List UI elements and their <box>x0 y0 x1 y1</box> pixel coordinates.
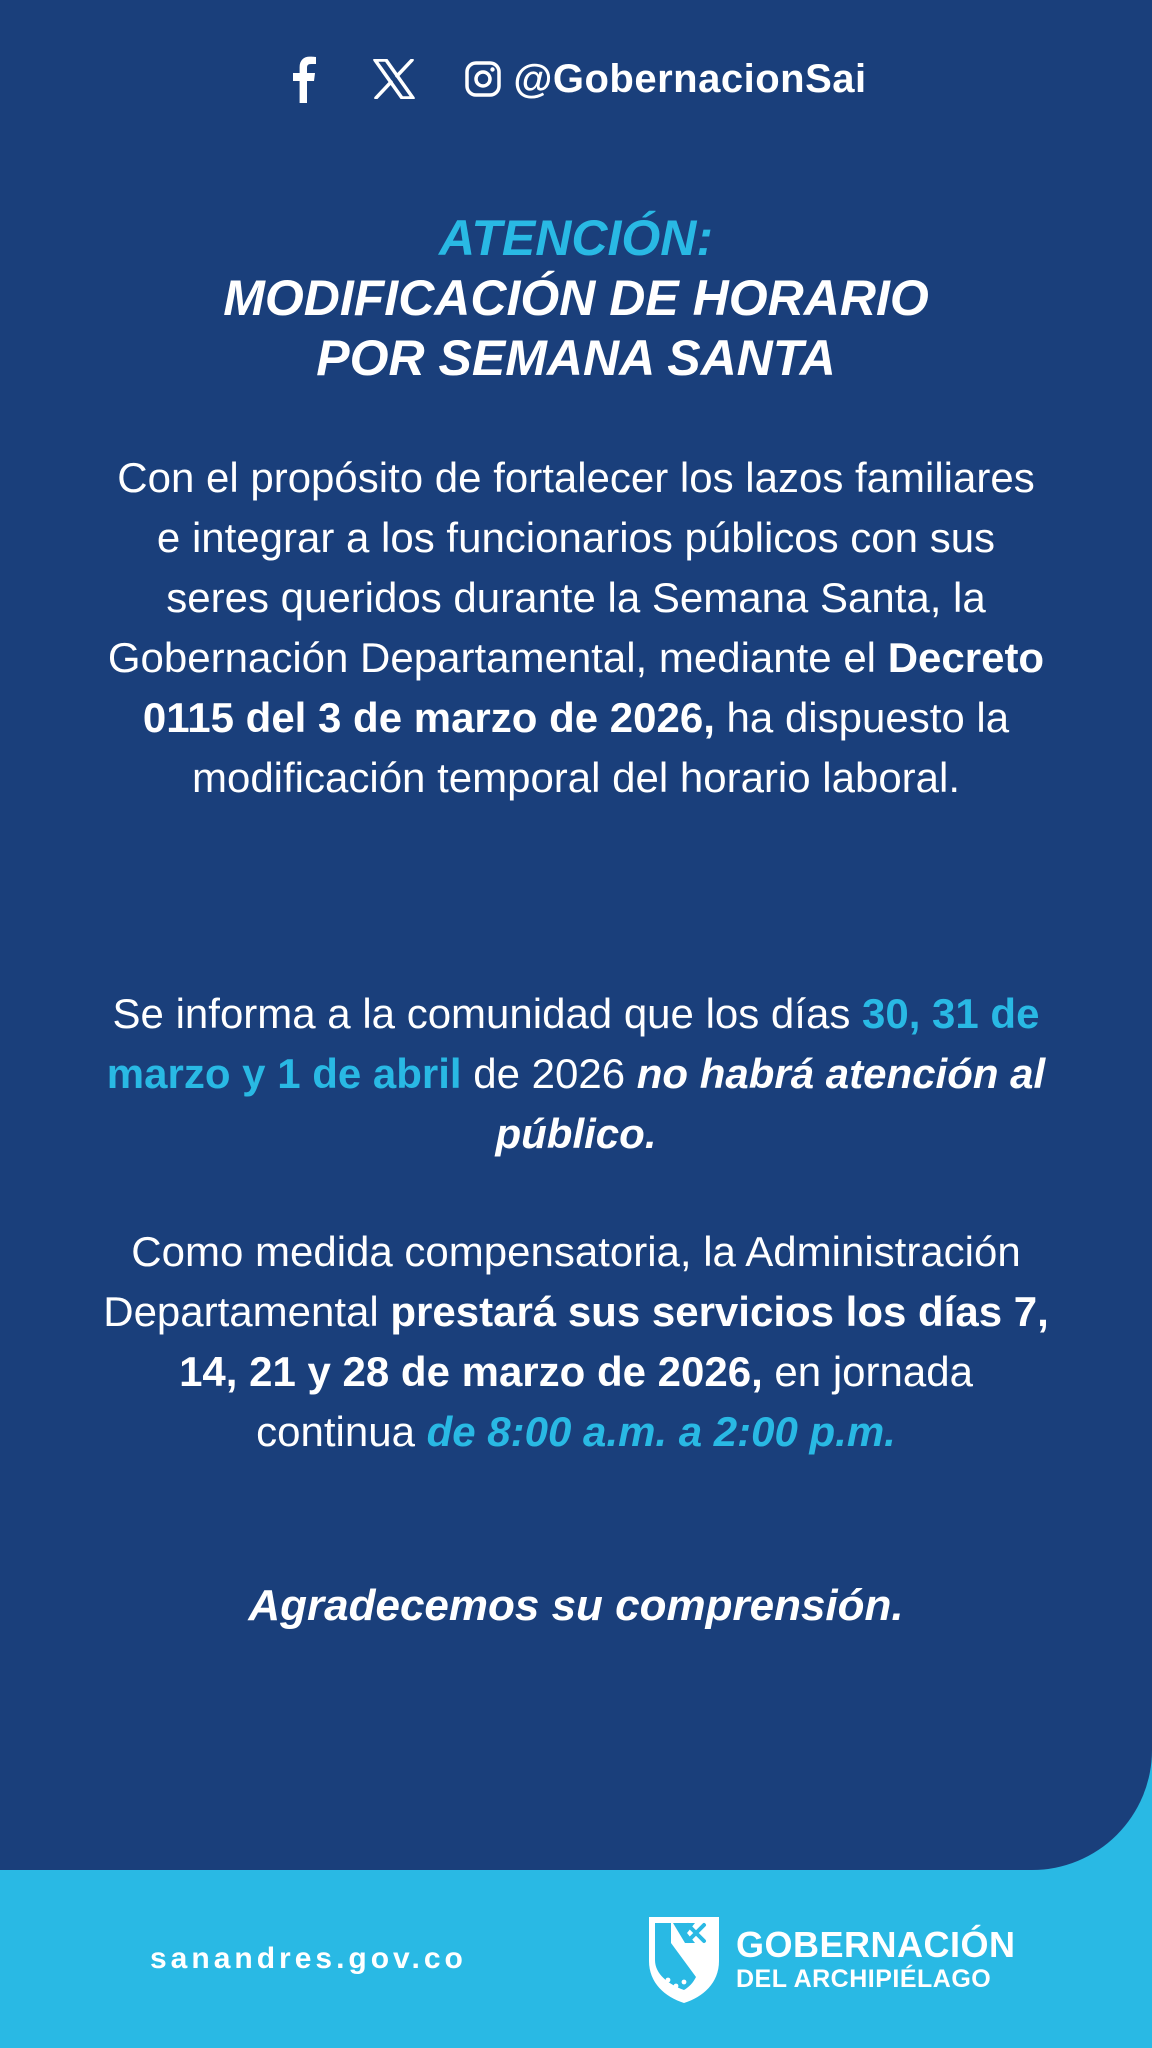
paragraph-closure-days <box>100 984 1052 1164</box>
page-title <box>0 208 1152 388</box>
paragraph-decree-text-end: ha dispuesto la modificación temporal del horario laboral. <box>191 694 1010 801</box>
closure-dates: 30, 31 de marzo y 1 de abril <box>106 990 1040 1097</box>
brand-name <box>736 1926 1016 1994</box>
compensation-hours: de 8:00 a.m. a 2:00 p.m. <box>426 1408 896 1455</box>
compensation-text: en jornada continua <box>256 1348 973 1455</box>
brand-line-1: GOBERNACIÓN <box>736 1924 1016 1965</box>
footer <box>0 1870 1152 2048</box>
closure-year: de 2026 <box>461 1050 637 1097</box>
archipelago-shield-icon <box>646 1914 722 2006</box>
facebook-icon[interactable] <box>285 54 321 104</box>
no-service-notice: no habrá atención al público. <box>495 1050 1046 1157</box>
title-line-3: POR SEMANA SANTA <box>316 330 836 386</box>
paragraph-decree <box>100 448 1052 808</box>
paragraph-compensation <box>100 1222 1052 1462</box>
brand-line-2: DEL ARCHIPIÉLAGO <box>736 1965 992 1993</box>
website-link[interactable]: sanandres.gov.co <box>150 1942 467 1975</box>
title-attention: ATENCIÓN: <box>438 210 714 266</box>
instagram-icon[interactable] <box>463 59 503 99</box>
closure-intro: Se informa a la comunidad que los días <box>112 990 862 1037</box>
closing-message: Agradecemos su comprensión. <box>248 1581 904 1630</box>
social-handle[interactable]: @GobernacionSai <box>513 56 867 101</box>
compensation-intro: Como medida compensatoria, la Administración Departamental <box>103 1228 1021 1335</box>
title-line-2: MODIFICACIÓN DE HORARIO <box>223 270 929 326</box>
decree-reference: Decreto 0115 del 3 de marzo de 2026, <box>142 634 1045 741</box>
social-bar <box>0 54 1152 104</box>
compensation-dates: prestará sus servicios los días 7, 14, 21 y 28 de marzo de 2026, <box>179 1288 1049 1395</box>
x-icon[interactable] <box>371 57 417 101</box>
paragraph-decree-text: Con el propósito de fortalecer los lazos familiares e integrar a los funcionarios públicos con sus seres queridos durante la Semana Santa, la Gobernación Departamental, mediante el <box>107 454 1035 681</box>
